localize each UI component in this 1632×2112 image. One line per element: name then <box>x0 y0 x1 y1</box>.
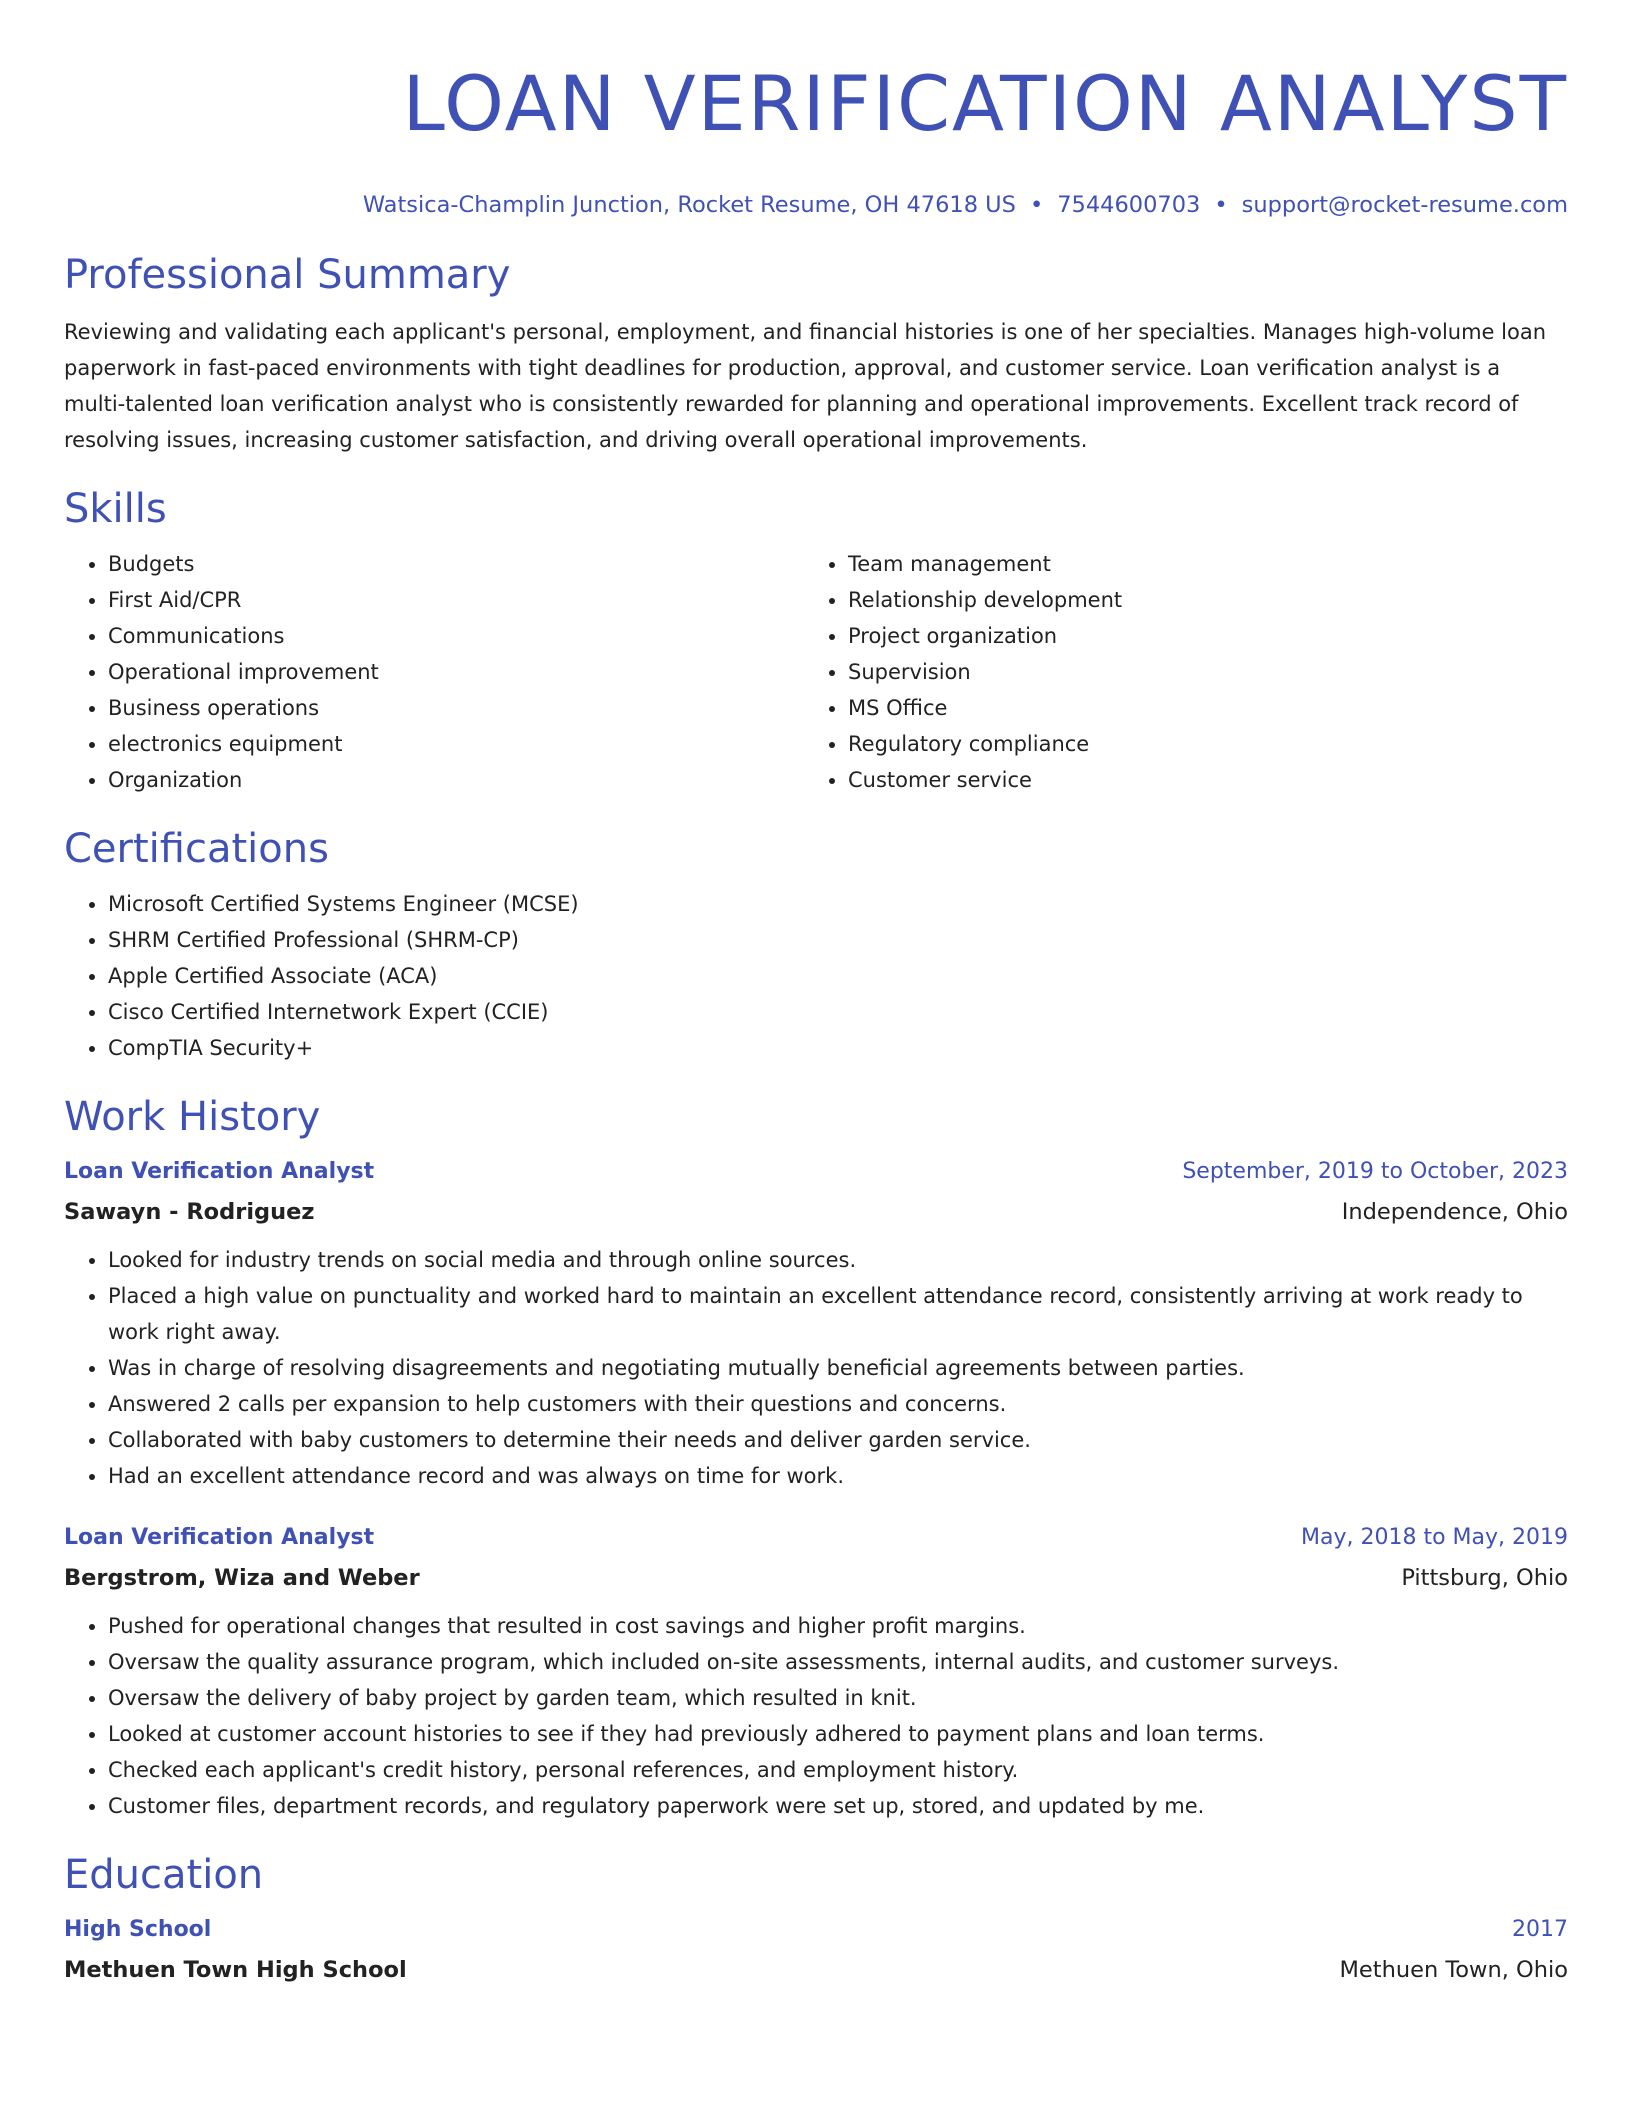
job-dates: September, 2019 to October, 2023 <box>1182 1159 1568 1184</box>
skill-item: • Communications <box>108 618 804 654</box>
skill-item: • electronics equipment <box>108 726 804 762</box>
education-entry <box>64 1914 1568 1986</box>
job-bullet: • Looked for industry trends on social media and through online sources. <box>108 1242 1568 1278</box>
job-bullet: • Had an excellent attendance record and was always on time for work. <box>108 1458 1568 1494</box>
job-bullet: • Looked at customer account histories to see if they had previously adhered to payment plans and loan terms. <box>108 1716 1568 1752</box>
skill-item: • Budgets <box>108 546 804 582</box>
job-bullet: • Customer files, department records, and regulatory paperwork were set up, stored, and updated by me. <box>108 1788 1568 1824</box>
certifications-heading: Certifications <box>64 826 329 872</box>
skills-list-left <box>64 546 804 798</box>
summary-section <box>64 250 1568 458</box>
skill-item: • Supervision <box>848 654 1544 690</box>
job-header <box>64 1156 1568 1188</box>
job-subheader <box>64 1196 1568 1228</box>
contact-address: Watsica-Champlin Junction, Rocket Resume, OH 47618 US <box>362 192 1016 218</box>
work-history-heading: Work History <box>64 1094 321 1140</box>
job-dates: May, 2018 to May, 2019 <box>1301 1525 1568 1550</box>
skill-item: • Relationship development <box>848 582 1544 618</box>
education-degree: High School <box>64 1917 212 1942</box>
education-school: Methuen Town High School <box>64 1957 407 1983</box>
skills-heading: Skills <box>64 486 167 532</box>
job-bullet: • Oversaw the delivery of baby project by garden team, which resulted in knit. <box>108 1680 1568 1716</box>
resume-header <box>64 56 1568 220</box>
job-bullet: • Was in charge of resolving disagreements and negotiating mutually beneficial agreements between parties. <box>108 1350 1568 1386</box>
skill-item: • Organization <box>108 762 804 798</box>
candidate-title: LOAN VERIFICATION ANALYST <box>402 59 1568 148</box>
skills-column-right <box>804 546 1544 798</box>
skill-item: • Regulatory compliance <box>848 726 1544 762</box>
certification-item: • CompTIA Security+ <box>108 1030 1568 1066</box>
skill-item: • Project organization <box>848 618 1544 654</box>
skills-column-left <box>64 546 804 798</box>
job-bullet: • Pushed for operational changes that resulted in cost savings and higher profit margins. <box>108 1608 1568 1644</box>
summary-heading: Professional Summary <box>64 252 511 298</box>
certifications-list <box>64 886 1568 1066</box>
job-title: Loan Verification Analyst <box>64 1525 375 1550</box>
job-bullet: • Collaborated with baby customers to determine their needs and deliver garden service. <box>108 1422 1568 1458</box>
education-subheader <box>64 1954 1568 1986</box>
certification-item: • Microsoft Certified Systems Engineer (MCSE) <box>108 886 1568 922</box>
skills-list-right <box>804 546 1544 798</box>
job-bullets <box>64 1608 1568 1824</box>
job-entry <box>64 1156 1568 1494</box>
job-location: Pittsburg, Ohio <box>1401 1565 1568 1591</box>
job-bullet: • Answered 2 calls per expansion to help customers with their questions and concerns. <box>108 1386 1568 1422</box>
education-section <box>64 1850 1568 1986</box>
education-heading: Education <box>64 1852 264 1898</box>
education-header <box>64 1914 1568 1946</box>
skill-item: • Operational improvement <box>108 654 804 690</box>
skill-item: • Customer service <box>848 762 1544 798</box>
job-entry <box>64 1522 1568 1824</box>
job-bullet: • Oversaw the quality assurance program, which included on-site assessments, internal audits, and customer surveys. <box>108 1644 1568 1680</box>
job-employer: Bergstrom, Wiza and Weber <box>64 1565 420 1591</box>
certifications-section <box>64 824 1568 1066</box>
education-year: 2017 <box>1512 1917 1568 1942</box>
skill-item: • MS Office <box>848 690 1544 726</box>
certification-item: • Cisco Certified Internetwork Expert (CCIE) <box>108 994 1568 1030</box>
job-employer: Sawayn - Rodriguez <box>64 1199 315 1225</box>
skills-columns <box>64 546 1568 798</box>
skills-section <box>64 484 1568 798</box>
job-location: Independence, Ohio <box>1341 1199 1568 1225</box>
skill-item: • First Aid/CPR <box>108 582 804 618</box>
certification-item: • Apple Certified Associate (ACA) <box>108 958 1568 994</box>
contact-separator: • <box>1214 192 1228 218</box>
contact-line <box>64 190 1568 220</box>
job-bullet: • Placed a high value on punctuality and worked hard to maintain an excellent attendance record, consistently arriving at work ready to work right away. <box>108 1278 1568 1350</box>
contact-separator: • <box>1029 192 1044 218</box>
contact-phone: 7544600703 <box>1057 192 1201 218</box>
education-location: Methuen Town, Ohio <box>1339 1957 1568 1983</box>
certification-item: • SHRM Certified Professional (SHRM-CP) <box>108 922 1568 958</box>
job-bullets <box>64 1242 1568 1494</box>
work-history-section <box>64 1092 1568 1824</box>
skill-item: • Business operations <box>108 690 804 726</box>
skill-item: • Team management <box>848 546 1544 582</box>
job-header <box>64 1522 1568 1554</box>
job-title: Loan Verification Analyst <box>64 1159 375 1184</box>
summary-text: Reviewing and validating each applicant's personal, employment, and financial histories is one of her specialties. Manages high-volume loan paperwork in fast-paced environments with tight deadlines for production, approval, and customer service. Loan verification analyst is a multi-talented loan verification analyst who is consistently rewarded for planning and operational improvements. Excellent track record of resolving issues, increasing customer satisfaction, and driving overall operational improvements. <box>64 320 1546 452</box>
job-bullet: • Checked each applicant's credit history, personal references, and employment history. <box>108 1752 1568 1788</box>
contact-email: support@rocket-resume.com <box>1241 192 1568 218</box>
job-subheader <box>64 1562 1568 1594</box>
